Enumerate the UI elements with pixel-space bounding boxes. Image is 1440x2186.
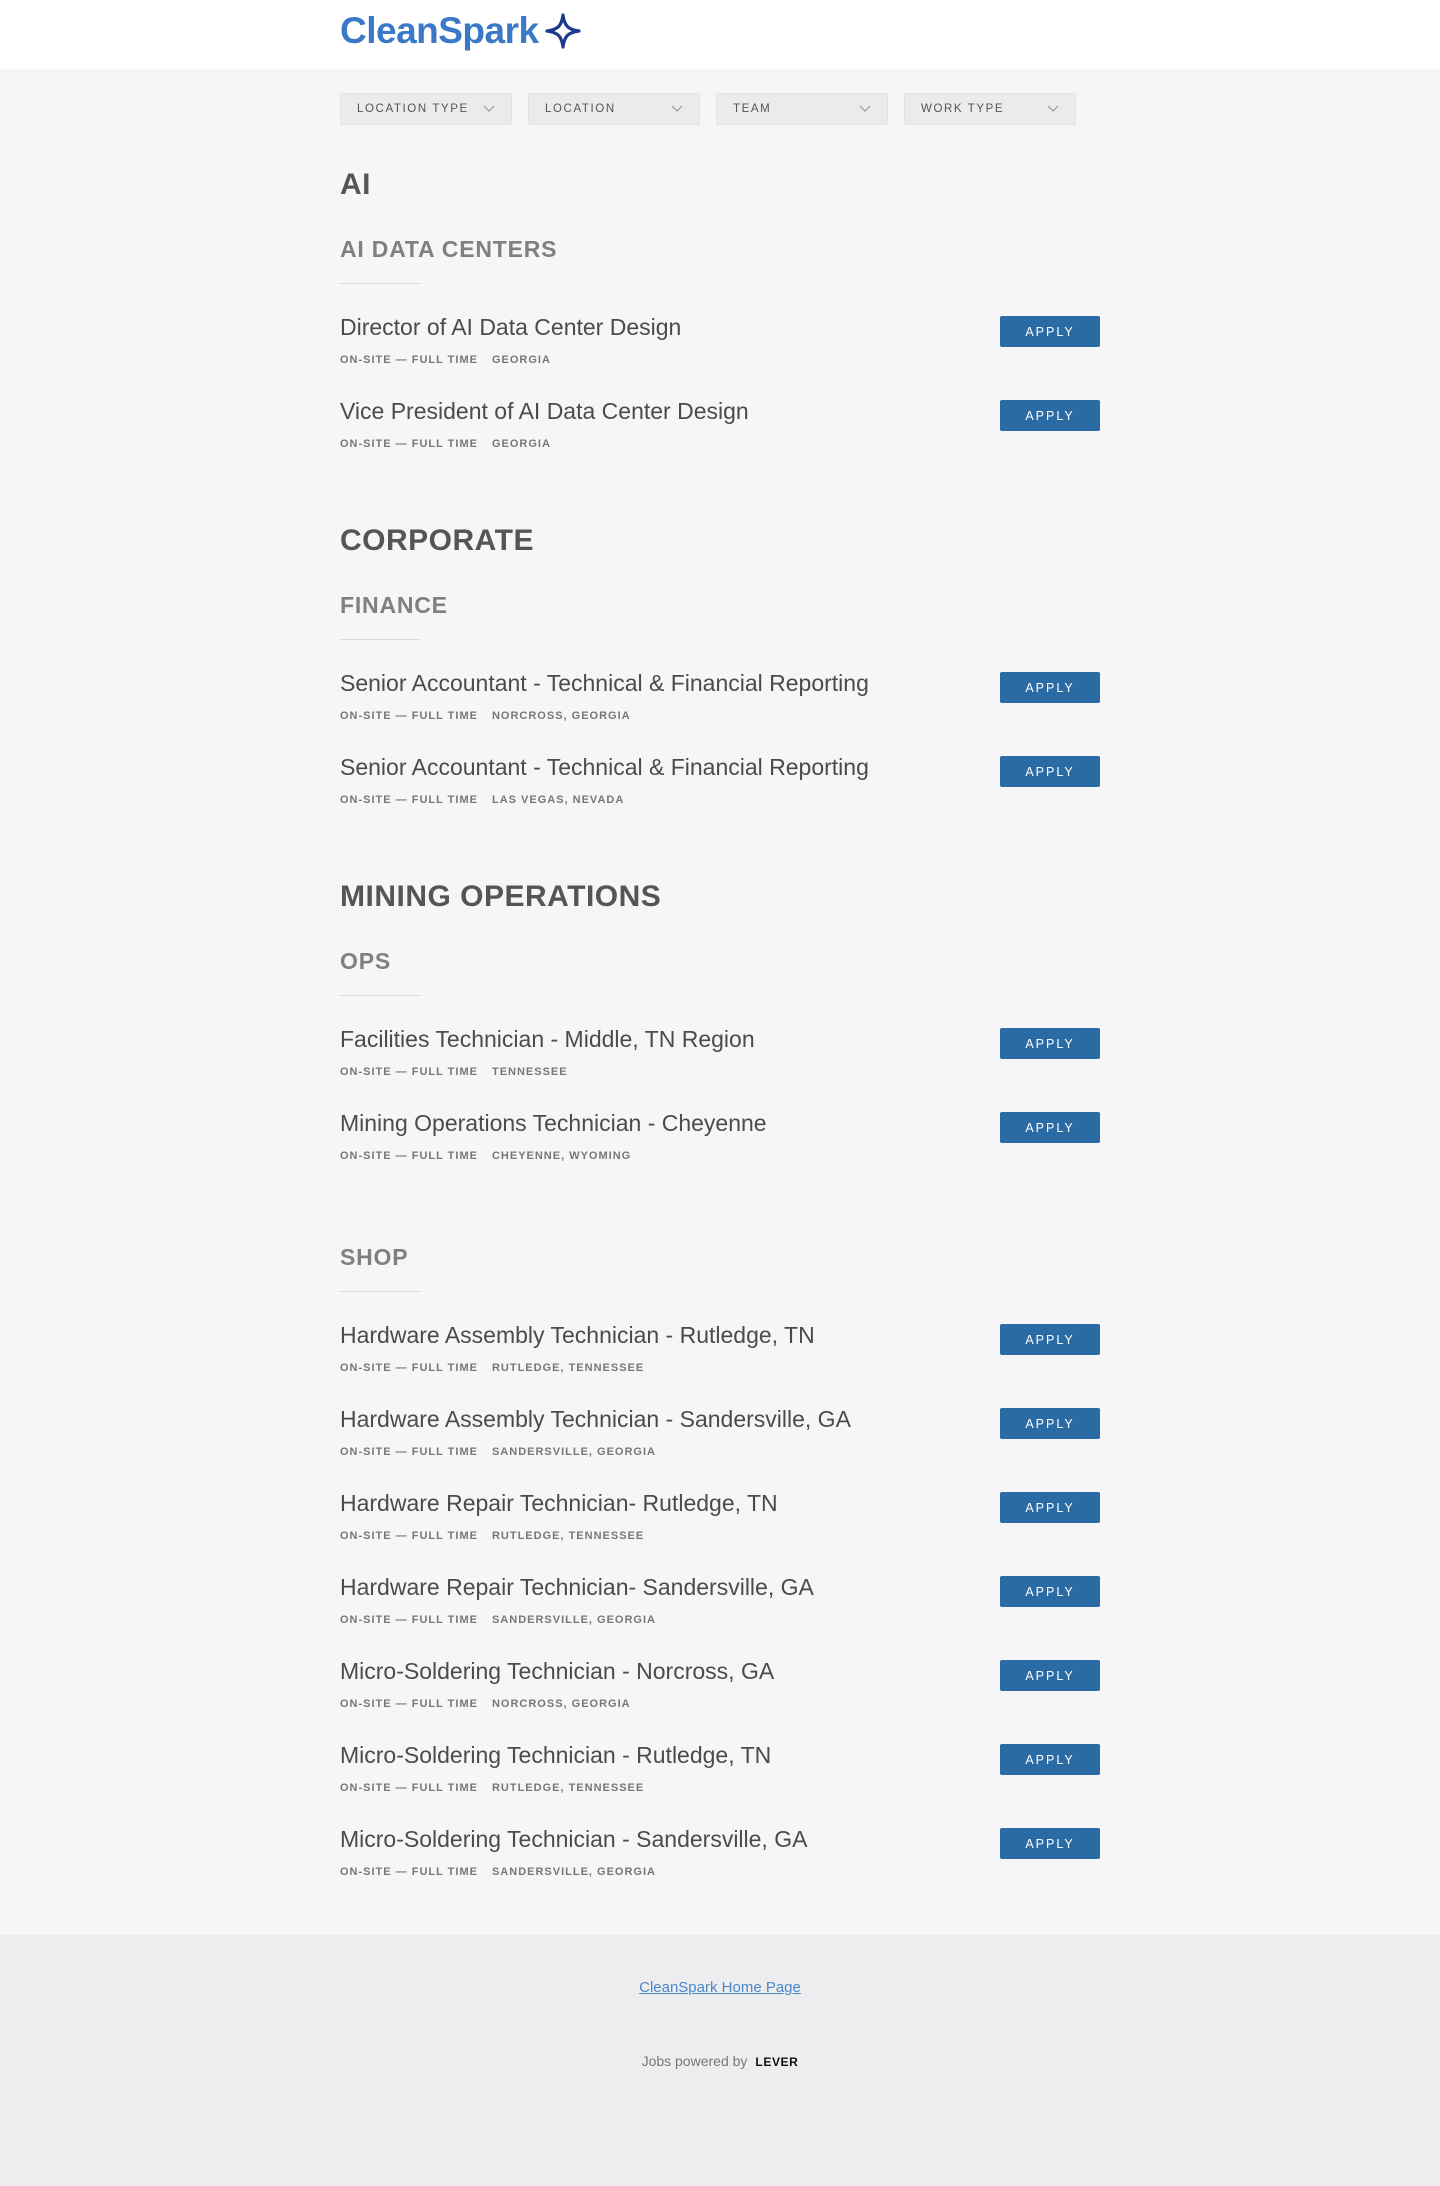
apply-button[interactable]: APPLY	[1000, 316, 1100, 347]
group-title: CORPORATE	[340, 524, 534, 557]
posting-meta	[340, 1530, 644, 1542]
posting-row	[340, 398, 1100, 482]
filter-label: WORK TYPE	[921, 103, 1005, 115]
posting-row	[340, 1322, 1100, 1406]
posting-row	[340, 1026, 1100, 1110]
posting-commitment: ON-SITE — FULL TIME	[340, 1446, 478, 1458]
posting-location: SANDERSVILLE, GEORGIA	[491, 1866, 656, 1878]
posting-location: GEORGIA	[491, 438, 551, 450]
brand-name: CleanSpark	[340, 10, 539, 51]
powered-by-text: Jobs powered by	[641, 2053, 748, 2069]
chevron-down-icon	[1047, 105, 1059, 113]
team-title: OPS	[340, 948, 391, 974]
posting-row	[340, 1742, 1100, 1826]
apply-button[interactable]: APPLY	[1000, 756, 1100, 787]
posting-row	[340, 1490, 1100, 1574]
filter-label: LOCATION TYPE	[357, 103, 469, 115]
posting-row	[340, 1826, 1100, 1910]
posting-title-link[interactable]: Micro-Soldering Technician - Rutledge, TN	[340, 1742, 772, 1768]
posting-meta	[340, 794, 624, 806]
posting-commitment: ON-SITE — FULL TIME	[340, 1698, 478, 1710]
posting-commitment: ON-SITE — FULL TIME	[340, 1866, 478, 1878]
posting-meta	[340, 1446, 656, 1458]
posting-group-corporate	[340, 524, 1100, 838]
apply-button[interactable]: APPLY	[1000, 400, 1100, 431]
chevron-down-icon	[859, 105, 871, 113]
posting-location: TENNESSEE	[491, 1066, 568, 1078]
page-footer	[0, 1935, 1440, 2186]
posting-row	[340, 1110, 1100, 1194]
team-divider	[340, 1291, 420, 1292]
site-header	[0, 0, 1440, 69]
posting-title-link[interactable]: Facilities Technician - Middle, TN Region	[340, 1026, 755, 1052]
posting-title-link[interactable]: Director of AI Data Center Design	[340, 314, 682, 340]
posting-commitment: ON-SITE — FULL TIME	[340, 1362, 478, 1374]
posting-title-link[interactable]: Micro-Soldering Technician - Norcross, GA	[340, 1658, 775, 1684]
posting-title-link[interactable]: Hardware Repair Technician- Rutledge, TN	[340, 1490, 778, 1516]
posting-commitment: ON-SITE — FULL TIME	[340, 710, 478, 722]
filter-bar	[340, 69, 1100, 125]
posting-title-link[interactable]: Vice President of AI Data Center Design	[340, 398, 749, 424]
team-divider	[340, 995, 420, 996]
powered-by	[0, 2053, 1440, 2069]
apply-button[interactable]: APPLY	[1000, 1408, 1100, 1439]
posting-title-link[interactable]: Hardware Assembly Technician - Sandersville, GA	[340, 1406, 851, 1432]
apply-button[interactable]: APPLY	[1000, 1660, 1100, 1691]
team-finance	[340, 592, 1100, 838]
team-title: SHOP	[340, 1244, 409, 1270]
posting-row	[340, 670, 1100, 754]
lever-logo[interactable]: LEVER	[755, 2055, 799, 2069]
filter-label: TEAM	[733, 103, 772, 115]
posting-commitment: ON-SITE — FULL TIME	[340, 354, 478, 366]
posting-location: RUTLEDGE, TENNESSEE	[491, 1362, 645, 1374]
filter-team[interactable]	[716, 93, 888, 125]
chevron-down-icon	[671, 105, 683, 113]
posting-location: RUTLEDGE, TENNESSEE	[491, 1782, 645, 1794]
apply-button[interactable]: APPLY	[1000, 1112, 1100, 1143]
posting-location: SANDERSVILLE, GEORGIA	[491, 1614, 656, 1626]
team-divider	[340, 283, 420, 284]
filter-label: LOCATION	[545, 103, 616, 115]
posting-title-link[interactable]: Senior Accountant - Technical & Financial Reporting	[340, 670, 869, 696]
postings-container	[340, 69, 1100, 1910]
posting-location: GEORGIA	[491, 354, 551, 366]
posting-meta	[340, 1698, 631, 1710]
posting-location: LAS VEGAS, NEVADA	[491, 794, 625, 806]
posting-row	[340, 754, 1100, 838]
posting-location: RUTLEDGE, TENNESSEE	[491, 1530, 645, 1542]
posting-commitment: ON-SITE — FULL TIME	[340, 1782, 478, 1794]
posting-commitment: ON-SITE — FULL TIME	[340, 1066, 478, 1078]
posting-title-link[interactable]: Mining Operations Technician - Cheyenne	[340, 1110, 767, 1136]
posting-meta	[340, 1866, 656, 1878]
sparkle-star-icon	[545, 13, 581, 49]
posting-title-link[interactable]: Senior Accountant - Technical & Financial Reporting	[340, 754, 869, 780]
apply-button[interactable]: APPLY	[1000, 1492, 1100, 1523]
posting-location: SANDERSVILLE, GEORGIA	[491, 1446, 656, 1458]
posting-meta	[340, 1150, 631, 1162]
apply-button[interactable]: APPLY	[1000, 1028, 1100, 1059]
posting-commitment: ON-SITE — FULL TIME	[340, 1614, 478, 1626]
posting-location: NORCROSS, GEORGIA	[491, 1698, 631, 1710]
apply-button[interactable]: APPLY	[1000, 1828, 1100, 1859]
apply-button[interactable]: APPLY	[1000, 672, 1100, 703]
apply-button[interactable]: APPLY	[1000, 1576, 1100, 1607]
chevron-down-icon	[483, 105, 495, 113]
group-title: MINING OPERATIONS	[340, 880, 662, 913]
team-title: AI DATA CENTERS	[340, 236, 558, 262]
posting-location: NORCROSS, GEORGIA	[491, 710, 631, 722]
posting-title-link[interactable]: Hardware Assembly Technician - Rutledge, TN	[340, 1322, 815, 1348]
posting-meta	[340, 710, 631, 722]
posting-title-link[interactable]: Hardware Repair Technician- Sandersville, GA	[340, 1574, 814, 1600]
posting-meta	[340, 438, 551, 450]
posting-row	[340, 314, 1100, 398]
apply-button[interactable]: APPLY	[1000, 1744, 1100, 1775]
posting-row	[340, 1406, 1100, 1490]
posting-commitment: ON-SITE — FULL TIME	[340, 1530, 478, 1542]
posting-meta	[340, 1614, 656, 1626]
team-title: FINANCE	[340, 592, 448, 618]
group-title: AI	[340, 168, 371, 201]
footer-home-link-wrap	[0, 1979, 1440, 1996]
posting-group-mining-operations	[340, 880, 1100, 1910]
team-divider	[340, 639, 420, 640]
brand-logo[interactable]	[340, 10, 581, 52]
posting-meta	[340, 354, 551, 366]
filter-work-type[interactable]	[904, 93, 1076, 125]
team-ai-data-centers	[340, 236, 1100, 482]
posting-row	[340, 1658, 1100, 1742]
posting-commitment: ON-SITE — FULL TIME	[340, 438, 478, 450]
apply-button[interactable]: APPLY	[1000, 1324, 1100, 1355]
posting-commitment: ON-SITE — FULL TIME	[340, 794, 478, 806]
team-ops	[340, 948, 1100, 1194]
filter-location[interactable]	[528, 93, 700, 125]
posting-meta	[340, 1066, 568, 1078]
posting-title-link[interactable]: Micro-Soldering Technician - Sandersville, GA	[340, 1826, 808, 1852]
filter-location-type[interactable]	[340, 93, 512, 125]
posting-row	[340, 1574, 1100, 1658]
team-shop	[340, 1244, 1100, 1910]
posting-meta	[340, 1782, 644, 1794]
posting-commitment: ON-SITE — FULL TIME	[340, 1150, 478, 1162]
posting-location: CHEYENNE, WYOMING	[491, 1150, 632, 1162]
home-page-link[interactable]: CleanSpark Home Page	[639, 1979, 801, 1996]
posting-meta	[340, 1362, 644, 1374]
posting-group-ai	[340, 168, 1100, 482]
